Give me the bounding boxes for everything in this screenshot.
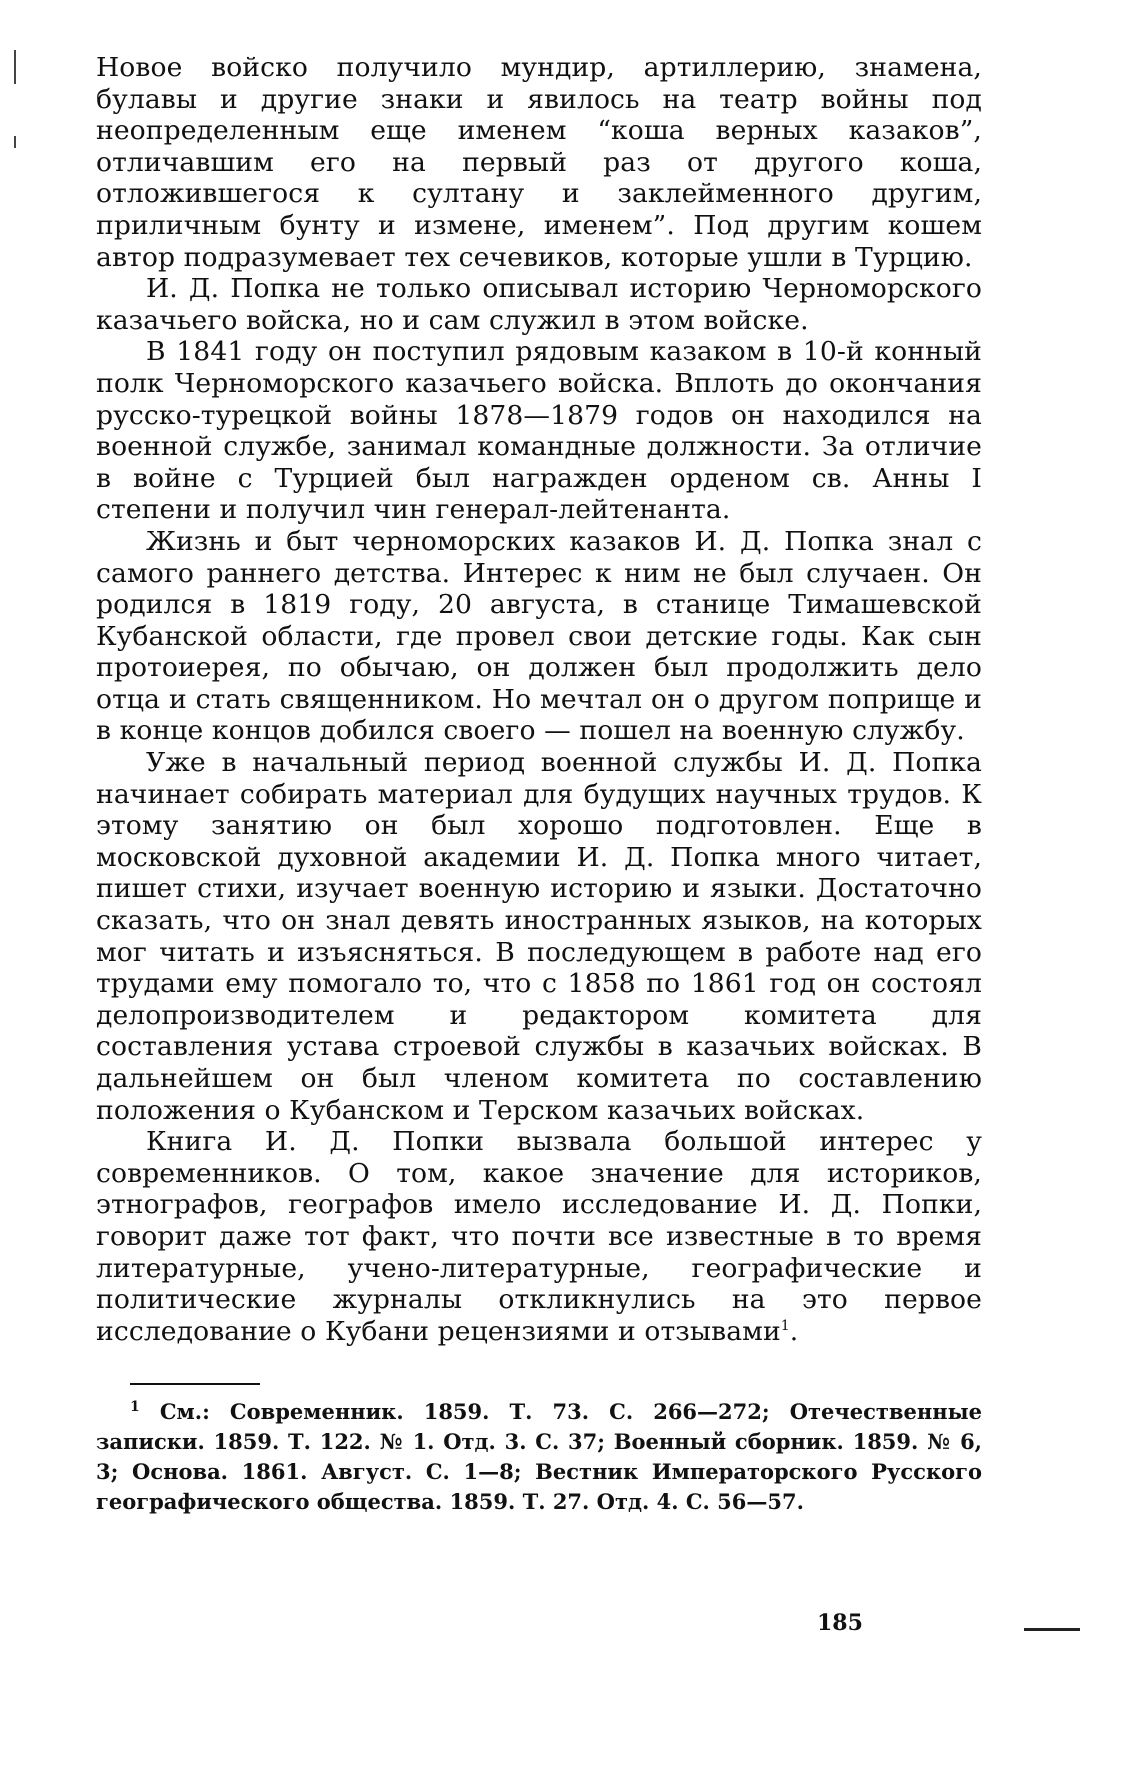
edge-dash — [1024, 1628, 1080, 1631]
document-page — [96, 52, 982, 1742]
footnote — [96, 1397, 982, 1517]
paragraph-6 — [96, 1126, 982, 1347]
footnote-divider — [130, 1383, 260, 1385]
paragraph-6-text: Книга И. Д. Попки вызвала большой интерес у современников. О том, какое значение для историков, этнографов, географов имело исследование И. Д. Попки, говорит даже тот факт, что почти все известные в то время литературные, учено-литературные, географические и политические журналы откликнулись на это первое исследование о Кубани рецензиями и отзывами — [96, 1126, 982, 1347]
margin-mark-second — [14, 136, 16, 148]
paragraph-3: В 1841 году он поступил рядовым казаком в 10-й конный полк Черноморского казачьего войска. Вплоть до окончания русско-турецкой войны 1878—1879 годов он находился на военной службе, занимал командные должности. За отличие в войне с Турцией был награжден орденом св. Анны I степени и получил чин генерал-лейтенанта. — [96, 336, 982, 526]
footnote-marker: 1 — [130, 1399, 140, 1416]
paragraph-5: Уже в начальный период военной службы И. Д. Попка начинает собирать материал для будущих научных трудов. К этому занятию он был хорошо подготовлен. Еще в московской духовной академии И. Д. Попка много читает, пишет стихи, изучает военную историю и языки. Достаточно сказать, что он знал девять иностранных языков, на которых мог читать и изъясняться. В последующем в работе над его трудами ему помогало то, что с 1858 по 1861 год он состоял делопроизводителем и редактором комитета для составления устава строевой службы в казачьих войсках. В дальнейшем он был членом комитета по составлению положения о Кубанском и Терском казачьих войсках. — [96, 747, 982, 1126]
footnote-text: См.: Современник. 1859. Т. 73. С. 266—272; Отечественные записки. 1859. Т. 122. № 1. Отд. 3. С. 37; Военный сборник. 1859. № 6, 3; Основа. 1861. Август. С. 1—8; Вестник Императорского Русского географического общества. 1859. Т. 27. Отд. 4. С. 56—57. — [96, 1399, 982, 1515]
body-text — [96, 52, 982, 1347]
footnote-reference: 1 — [780, 1317, 790, 1334]
paragraph-4: Жизнь и быт черноморских казаков И. Д. Попка знал с самого раннего детства. Интерес к ним не был случаен. Он родился в 1819 году, 20 августа, в станице Тимашевской Кубанской области, где провел свои детские годы. Как сын протоиерея, по обычаю, он должен был продолжить дело отца и стать священником. Но мечтал он о другом поприще и в конце концов добился своего — пошел на военную службу. — [96, 525, 982, 747]
paragraph-1: Новое войско получило мундир, артиллерию, знамена, булавы и другие знаки и явилось на театр войны под неопределенным еще именем “коша верных казаков”, отличавшим его на первый раз от другого коша, отложившегося к султану и заклейменного другим, приличным бунту и измене, именем”. Под другим кошем автор подразумевает тех сечевиков, которые ушли в Турцию. — [96, 52, 982, 273]
page-number: 185 — [817, 1610, 863, 1636]
margin-mark-top — [14, 50, 16, 84]
paragraph-2: И. Д. Попка не только описывал историю Черноморского казачьего войска, но и сам служил в этом войске. — [96, 273, 982, 336]
paragraph-6-end: . — [789, 1315, 799, 1347]
